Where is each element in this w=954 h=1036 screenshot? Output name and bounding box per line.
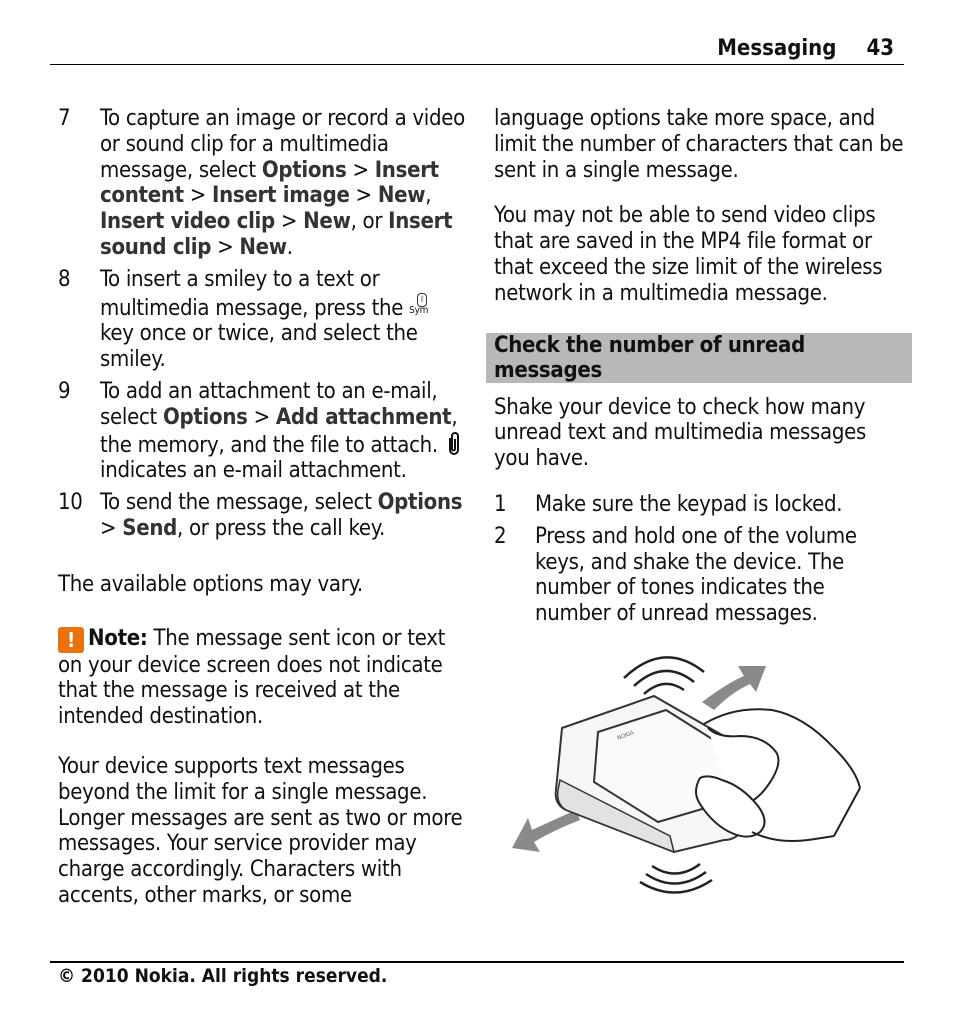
footer-rule [50, 961, 904, 963]
step-number: 1 [494, 491, 507, 517]
menu-options: Options [377, 490, 463, 516]
arrow-up-right-icon [702, 666, 766, 710]
step-list [494, 492, 904, 627]
note-label: Note: [88, 625, 148, 651]
menu-options: Options [261, 157, 347, 183]
menu-add-attachment: Add attachment [275, 404, 452, 430]
menu-new: New [377, 183, 426, 209]
menu-options: Options [163, 404, 248, 430]
menu-insert-video-clip: Insert video clip [100, 209, 275, 235]
right-column [494, 106, 904, 633]
page-header [717, 36, 894, 61]
step-text: To add an attachment to an e-mail, select Options > Add attachment, the memory, and the file to attach. indicates an e-mail attachment. [100, 379, 468, 484]
video-note-paragraph: You may not be able to send video clips that are saved in the MP4 file format or that exceed the size limit of the wireless network in a multimedia message. [494, 203, 883, 306]
intro-paragraph: Shake your device to check how many unread text and multimedia messages you have. [494, 394, 867, 472]
section-name: Messaging [717, 36, 837, 61]
menu-insert-image: Insert image [212, 183, 350, 209]
left-column [58, 106, 468, 909]
step-text: Press and hold one of the volume keys, and shake the device. The number of tones indicates the number of unread messages. [535, 523, 857, 627]
sound-wave-bottom-icon [640, 864, 712, 893]
note-paragraph [58, 626, 468, 730]
page-number: 43 [866, 36, 894, 61]
section-heading: Check the number of unread messages [486, 333, 912, 383]
bluetooth-icon: ᛒ [417, 293, 427, 307]
menu-new: New [303, 209, 351, 235]
options-note: The available options may vary. [58, 571, 363, 597]
step-text: Make sure the keypad is locked. [535, 491, 843, 517]
copyright: © 2010 Nokia. All rights reserved. [58, 965, 388, 987]
menu-insert-sound-clip: Insert sound clip [100, 209, 453, 260]
shake-device-illustration [504, 640, 874, 895]
note-text: The message sent icon or text on your device screen does not indicate that the message is received at the intended destination. [58, 625, 446, 730]
header-rule [50, 64, 904, 65]
device-brand: NOKIA [616, 729, 635, 742]
step-text: To send the message, select Options > Send, or press the call key. [100, 490, 463, 541]
list-item [58, 379, 468, 484]
continued-paragraph: language options take more space, and limit the number of characters that can be sent in a single message. [494, 106, 904, 183]
step-text: To capture an image or record a video or sound clip for a multimedia message, select Options > Insert content > Insert image > New, Insert video clip > New, or Insert sound clip > New. [100, 106, 465, 260]
list-item [494, 492, 904, 518]
list-item [58, 490, 468, 542]
warning-icon: ! [58, 627, 84, 653]
long-message-paragraph: Your device supports text messages beyond the limit for a single message. Longer messages are sent as two or more messages. Your service provider may charge accordingly. Characters with accents, other marks, or some [58, 753, 463, 908]
list-item [494, 524, 904, 627]
menu-insert-content: Insert content [100, 157, 439, 209]
step-number: 8 [58, 266, 71, 292]
sym-key-icon [409, 293, 433, 319]
step-text: To insert a smiley to a text or multimedia message, press the ᛒ Sym key once or twice, and select the smiley. [100, 267, 468, 373]
menu-new: New [239, 234, 287, 260]
sound-wave-top-icon [624, 657, 704, 694]
step-list [58, 106, 468, 542]
step-number: 9 [58, 378, 71, 404]
paperclip-icon [444, 431, 464, 457]
list-item [58, 267, 468, 373]
arrow-down-left-icon [512, 810, 580, 852]
sym-key-label: Sym [409, 304, 429, 316]
step-number: 7 [58, 106, 71, 131]
step-number: 10 [58, 490, 83, 516]
list-item [58, 106, 468, 261]
step-number: 2 [494, 523, 507, 549]
menu-send: Send [122, 515, 178, 541]
